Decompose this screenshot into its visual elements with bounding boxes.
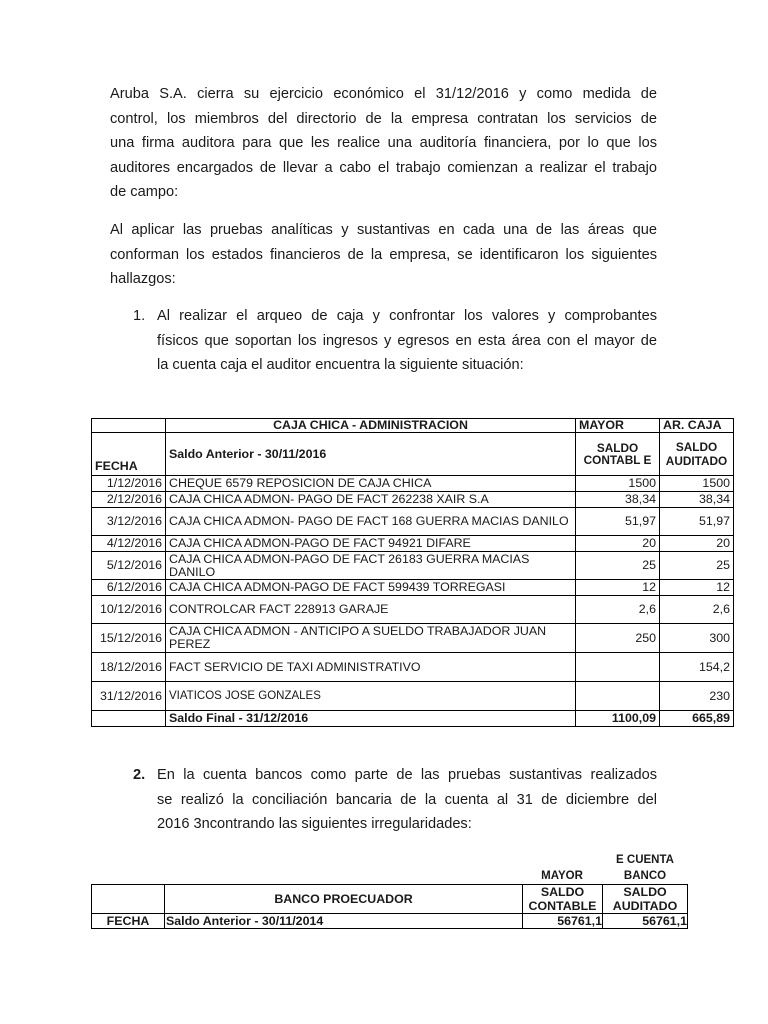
- table-row: [92, 476, 734, 492]
- intro-paragraph-2: [110, 218, 657, 292]
- banco-title: BANCO PROECUADOR: [165, 885, 523, 914]
- saldo-final-mayor: 1100,09: [576, 711, 660, 727]
- table-row: [92, 580, 734, 596]
- banco-saldo-anterior-label: Saldo Anterior - 30/11/2014: [165, 914, 523, 929]
- intro-paragraph-1: [110, 82, 657, 205]
- row-date: 3/12/2016: [92, 508, 166, 536]
- row-auditado: 2,6: [660, 596, 734, 624]
- row-date: 10/12/2016: [92, 596, 166, 624]
- row-date: 15/12/2016: [92, 624, 166, 653]
- intro-p1-line: control, los miembros del directorio de la empresa contratan los servicios de: [110, 110, 657, 127]
- row-description: CAJA CHICA ADMON-PAGO DE FACT 26183 GUERRA MACIAS DANILO: [166, 552, 576, 580]
- table-row: [92, 653, 734, 682]
- row-date: 5/12/2016: [92, 552, 166, 580]
- table-row: [92, 536, 734, 552]
- intro-p2-line: conforman los estados financieros de la empresa, se identificaron los siguientes: [110, 246, 657, 263]
- caja-chica-table: [91, 418, 734, 727]
- banco-label-mayor: MAYOR: [541, 870, 583, 882]
- intro-p2-line: Al aplicar las pruebas analíticas y sustantivas en cada una de las áreas que: [110, 222, 657, 238]
- intro-p1-line: Aruba S.A. cierra su ejercicio económico el 31/12/2016 y como medida de: [110, 86, 657, 102]
- saldo-anterior-label: Saldo Anterior - 30/11/2016: [166, 433, 576, 476]
- table-row: [92, 624, 734, 653]
- list-item-line: se realizó la conciliación bancaria de la cuenta al 31 de diciembre del: [157, 791, 657, 808]
- row-description: CHEQUE 6579 REPOSICION DE CAJA CHICA: [166, 476, 576, 492]
- banco-header-empty-cell: [92, 885, 165, 914]
- header-empty-cell: [92, 419, 166, 433]
- saldo-final-auditado: 665,89: [660, 711, 734, 727]
- intro-p1-line: una firma auditora para que les realice una auditoría financiera, por lo que los: [110, 135, 657, 152]
- banco-saldo-anterior-mayor: 56761,1: [523, 914, 603, 929]
- row-description: CAJA CHICA ADMON- PAGO DE FACT 262238 XAIR S.A: [166, 492, 576, 508]
- row-mayor: [576, 653, 660, 682]
- banco-label-ecuenta-line1: E CUENTA: [616, 854, 674, 866]
- row-date: 4/12/2016: [92, 536, 166, 552]
- banco-saldo-auditado-header: SALDO AUDITADO: [603, 885, 688, 914]
- row-auditado: 12: [660, 580, 734, 596]
- table-row: [92, 596, 734, 624]
- row-description: CONTROLCAR FACT 228913 GARAJE: [166, 596, 576, 624]
- table-row: [92, 682, 734, 711]
- list-item-line: Al realizar el arqueo de caja y confrontar los valores y comprobantes: [157, 308, 657, 324]
- row-mayor: 25: [576, 552, 660, 580]
- column-header-mayor: MAYOR: [576, 419, 660, 433]
- row-description: CAJA CHICA ADMON-PAGO DE FACT 94921 DIFARE: [166, 536, 576, 552]
- table-row: [92, 508, 734, 536]
- row-auditado: 51,97: [660, 508, 734, 536]
- row-description: CAJA CHICA ADMON-PAGO DE FACT 599439 TORREGASI: [166, 580, 576, 596]
- saldo-final-empty-cell: [92, 711, 166, 727]
- row-auditado: 300: [660, 624, 734, 653]
- row-auditado: 25: [660, 552, 734, 580]
- banco-label-ecuenta: [603, 852, 687, 884]
- row-mayor: 2,6: [576, 596, 660, 624]
- list-number: 2.: [133, 767, 146, 783]
- row-date: 18/12/2016: [92, 653, 166, 682]
- list-item-line: En la cuenta bancos como parte de las pruebas sustantivas realizados: [157, 767, 657, 783]
- row-mayor: 51,97: [576, 508, 660, 536]
- row-auditado: 20: [660, 536, 734, 552]
- row-mayor: 12: [576, 580, 660, 596]
- intro-p2-line: hallazgos:: [110, 271, 176, 288]
- list-item-line: físicos que soportan los ingresos y egresos en esta área con el mayor de: [157, 332, 657, 349]
- row-auditado: 154,2: [660, 653, 734, 682]
- saldo-contable-header: SALDO CONTABL E: [576, 433, 660, 476]
- row-date: 1/12/2016: [92, 476, 166, 492]
- banco-saldo-contable-header: SALDO CONTABLE: [523, 885, 603, 914]
- table-row: [92, 552, 734, 580]
- row-mayor: [576, 682, 660, 711]
- list-item-line: 2016 3ncontrando las siguientes irregularidades:: [157, 816, 472, 833]
- row-mayor: 250: [576, 624, 660, 653]
- row-mayor: 1500: [576, 476, 660, 492]
- row-description: CAJA CHICA ADMON- PAGO DE FACT 168 GUERRA MACIAS DANILO: [166, 508, 576, 536]
- row-auditado: 1500: [660, 476, 734, 492]
- list-item-line: la cuenta caja el auditor encuentra la siguiente situación:: [157, 357, 524, 374]
- row-mayor: 20: [576, 536, 660, 552]
- row-auditado: 230: [660, 682, 734, 711]
- row-description: FACT SERVICIO DE TAXI ADMINISTRATIVO: [166, 653, 576, 682]
- table-title: CAJA CHICA - ADMINISTRACION: [166, 419, 576, 433]
- column-header-arcaja: AR. CAJA: [660, 419, 734, 433]
- row-mayor: 38,34: [576, 492, 660, 508]
- row-description: CAJA CHICA ADMON - ANTICIPO A SUELDO TRABAJADOR JUAN PEREZ: [166, 624, 576, 653]
- saldo-final-label: Saldo Final - 31/12/2016: [166, 711, 576, 727]
- saldo-auditado-header: SALDO AUDITADO: [660, 433, 734, 476]
- intro-p1-line: de campo:: [110, 184, 179, 201]
- saldo-final-row: [92, 711, 734, 727]
- row-date: 6/12/2016: [92, 580, 166, 596]
- table-row: [92, 914, 688, 929]
- banco-fecha-header: FECHA: [92, 914, 165, 929]
- row-auditado: 38,34: [660, 492, 734, 508]
- banco-table: [91, 884, 688, 929]
- intro-p1-line: auditores encargados de llevar a cabo el trabajo comienzan a realizar el trabajo: [110, 159, 657, 176]
- banco-saldo-anterior-auditado: 56761,1: [603, 914, 688, 929]
- row-date: 2/12/2016: [92, 492, 166, 508]
- table-row: [92, 492, 734, 508]
- row-date: 31/12/2016: [92, 682, 166, 711]
- list-number: 1.: [133, 308, 146, 324]
- fecha-header: FECHA: [92, 433, 166, 476]
- row-description: VIATICOS JOSE GONZALES: [166, 682, 576, 711]
- banco-label-ecuenta-line2: BANCO: [623, 870, 667, 882]
